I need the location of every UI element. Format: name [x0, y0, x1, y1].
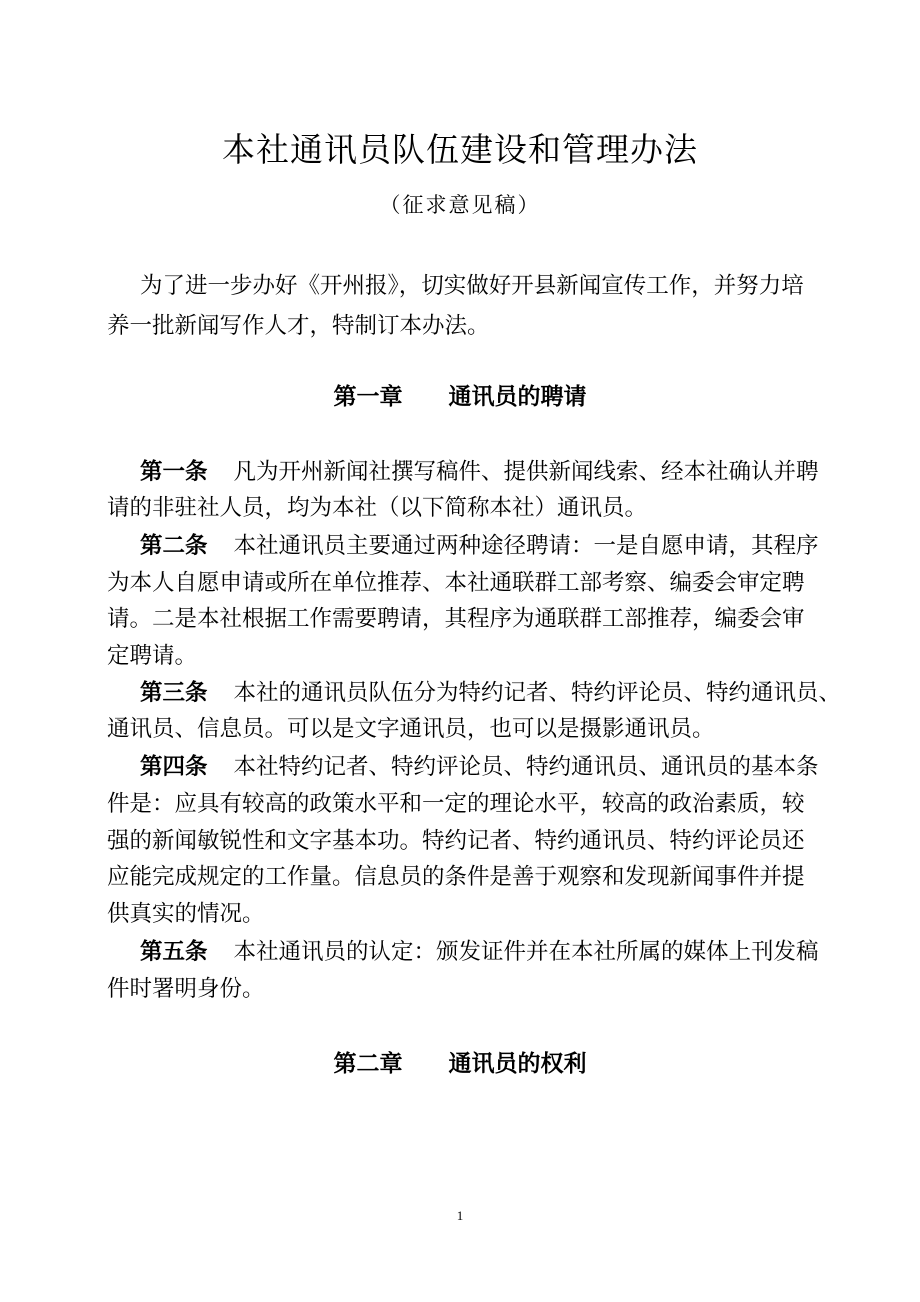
article-line: 请的非驻社人员，均为本社（以下简称本社）通讯员。	[107, 495, 648, 521]
article-line: 强的新闻敏锐性和文字基本功。特约记者、特约通讯员、特约评论员还	[107, 828, 805, 854]
intro-line: 为了进一步办好《开州报》，切实做好开县新闻宣传工作，并努力培	[140, 273, 804, 299]
article-line: 件时署明身份。	[107, 976, 265, 1002]
article-label: 第四条	[140, 754, 208, 780]
article-line: 件是：应具有较高的政策水平和一定的理论水平，较高的政治素质，较	[107, 791, 805, 817]
article-label: 第一条	[140, 459, 208, 485]
article-line	[140, 752, 880, 782]
document-title: 本社通讯员队伍建设和管理办法	[222, 130, 698, 169]
article-line: 应能完成规定的工作量。信息员的条件是善于观察和发现新闻事件并提	[107, 864, 805, 890]
article-line	[140, 937, 880, 967]
chapter-title: 通讯员的聘请	[448, 384, 587, 410]
article-text: 本社的通讯员队伍分为特约记者、特约评论员、特约通讯员、	[233, 680, 842, 706]
page-number: 1	[456, 1208, 464, 1223]
intro-line: 养一批新闻写作人才，特制订本办法。	[107, 313, 490, 339]
document-subtitle: （征求意见稿）	[379, 193, 541, 217]
article-line: 通讯员、信息员。可以是文字通讯员，也可以是摄影通讯员。	[107, 716, 715, 742]
article-text: 本社特约记者、特约评论员、特约通讯员、通讯员的基本条	[233, 754, 819, 780]
article-line	[140, 457, 880, 487]
article-label: 第二条	[140, 533, 208, 559]
article-text: 本社通讯员主要通过两种途径聘请：一是自愿申请，其程序	[233, 533, 819, 559]
chapter-title: 通讯员的权利	[448, 1051, 587, 1077]
chapter-number: 第二章	[333, 1051, 403, 1077]
article-line	[140, 531, 880, 561]
article-line: 定聘请。	[107, 643, 198, 669]
article-line: 为本人自愿申请或所在单位推荐、本社通联群工部考察、编委会审定聘	[107, 570, 805, 596]
chapter-heading	[0, 1049, 920, 1079]
article-text: 本社通讯员的认定：颁发证件并在本社所属的媒体上刊发稿	[233, 939, 819, 965]
article-label: 第五条	[140, 939, 208, 965]
chapter-number: 第一章	[333, 384, 403, 410]
article-line: 供真实的情况。	[107, 901, 265, 927]
article-text: 凡为开州新闻社撰写稿件、提供新闻线索、经本社确认并聘	[233, 459, 819, 485]
article-line: 请。二是本社根据工作需要聘请，其程序为通联群工部推荐，编委会审	[107, 606, 805, 632]
article-line	[140, 678, 880, 708]
article-label: 第三条	[140, 680, 208, 706]
chapter-heading	[0, 382, 920, 412]
